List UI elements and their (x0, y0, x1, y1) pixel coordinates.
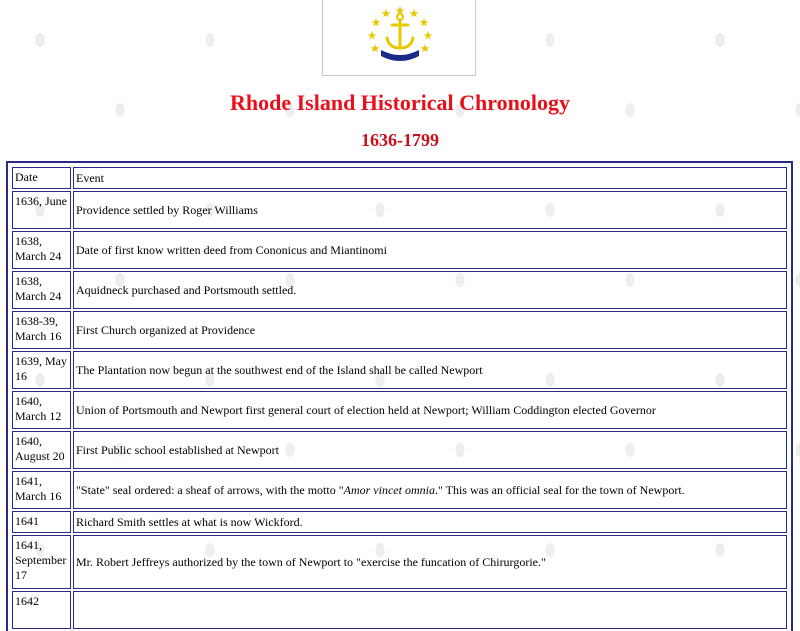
row-event (73, 471, 787, 509)
table-row (12, 431, 787, 469)
table-row (12, 271, 787, 309)
table-row (12, 191, 787, 229)
row-date: 1639, May 16 (12, 351, 71, 389)
row-date: 1638, March 24 (12, 231, 71, 269)
row-date: 1641, March 16 (12, 471, 71, 509)
star-icon (421, 44, 430, 52)
event-text: "State" seal ordered: a sheaf of arrows, with the motto " (76, 482, 344, 497)
row-event (73, 591, 787, 629)
table-row (12, 231, 787, 269)
flag-emblem-icon (323, 0, 477, 76)
star-icon (368, 31, 377, 39)
row-event: Providence settled by Roger Williams (73, 191, 787, 229)
star-icon (420, 18, 429, 26)
row-event: Aquidneck purchased and Portsmouth settled. (73, 271, 787, 309)
table-header-row (12, 167, 787, 189)
table-row (12, 591, 787, 629)
row-date: 1638-39, March 16 (12, 311, 71, 349)
header-event: Event (73, 167, 787, 189)
table-row (12, 391, 787, 429)
star-icon (424, 31, 433, 39)
event-text: ." This was an official seal for the town of Newport. (434, 482, 685, 497)
motto-text: Amor vincet omnia (343, 482, 435, 497)
row-event: Date of first know written deed from Cononicus and Miantinomi (73, 231, 787, 269)
row-date: 1636, June (12, 191, 71, 229)
row-event: Union of Portsmouth and Newport first general court of election held at Newport; William Coddington elected Governor (73, 391, 787, 429)
row-event: First Church organized at Providence (73, 311, 787, 349)
row-date: 1642 (12, 591, 71, 629)
page-title: Rhode Island Historical Chronology (229, 90, 571, 115)
rhode-island-flag (322, 0, 476, 76)
table-row (12, 535, 787, 589)
row-date: 1640, March 12 (12, 391, 71, 429)
star-icon (372, 18, 381, 26)
table-row (12, 351, 787, 389)
row-date: 1640, August 20 (12, 431, 71, 469)
row-date: 1638, March 24 (12, 271, 71, 309)
anchor-icon (387, 14, 413, 48)
table-row (12, 471, 787, 509)
header-date: Date (12, 167, 71, 189)
chronology-table (10, 165, 789, 631)
star-icon (371, 44, 380, 52)
star-icon (410, 9, 419, 17)
table-row (12, 311, 787, 349)
row-event: Richard Smith settles at what is now Wickford. (73, 511, 787, 533)
star-icon (382, 9, 391, 17)
chronology-table-container (6, 161, 793, 631)
table-row (12, 511, 787, 533)
row-event: The Plantation now begun at the southwest end of the Island shall be called Newport (73, 351, 787, 389)
row-date: 1641 (12, 511, 71, 533)
page-subtitle: 1636-1799 (361, 130, 439, 150)
row-event: First Public school established at Newport (73, 431, 787, 469)
row-event: Mr. Robert Jeffreys authorized by the town of Newport to "exercise the funcation of Chirurgorie." (73, 535, 787, 589)
row-date: 1641, September 17 (12, 535, 71, 589)
